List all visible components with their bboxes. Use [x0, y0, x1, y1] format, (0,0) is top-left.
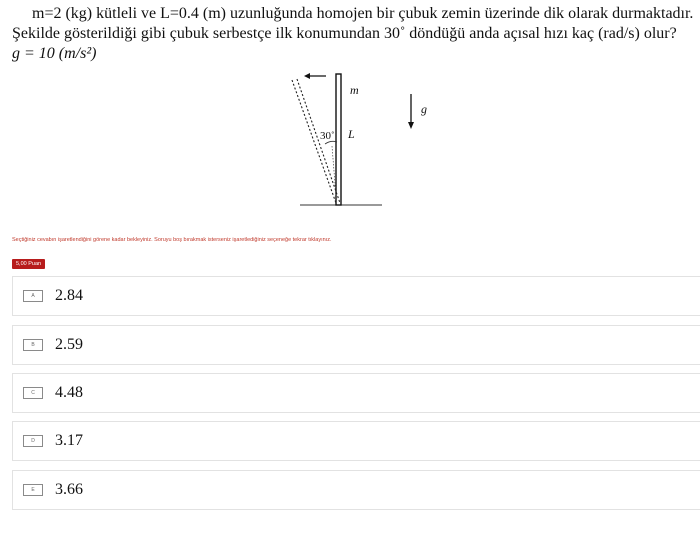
instruction-text: Seçtiğiniz cevabın işaretlendiğini görene kadar bekleyiniz. Soruyu boş bırakmak isterseniz işaretlediğiniz seçeneğe tekrar tıklayınız.: [12, 237, 332, 243]
option-e[interactable]: [12, 470, 700, 510]
option-d-letter[interactable]: D: [23, 435, 43, 447]
option-b-value: 2.59: [55, 336, 83, 353]
option-a-letter[interactable]: A: [23, 290, 43, 302]
velocity-arrow-head: [304, 73, 310, 79]
option-a[interactable]: [12, 276, 700, 316]
points-badge: 5,00 Puan: [12, 259, 45, 269]
question-line-1: m=2 (kg) kütleli ve L=0.4 (m) uzunluğunda homojen bir çubuk zemin üzerinde dik olarak durmaktadır.: [32, 5, 694, 22]
angle-label: 30˚: [320, 130, 335, 142]
gravity-arrow-head: [408, 122, 414, 129]
rod-vertical: [336, 74, 341, 205]
physics-figure: [270, 66, 450, 216]
option-e-letter[interactable]: E: [23, 484, 43, 496]
option-c-value: 4.48: [55, 384, 83, 401]
mass-label: m: [350, 83, 359, 97]
option-a-value: 2.84: [55, 287, 83, 304]
rod-diagram: [270, 66, 450, 216]
question-text: [12, 4, 692, 64]
option-d-value: 3.17: [55, 432, 83, 449]
option-c[interactable]: [12, 373, 700, 413]
gravity-label: g⃗: [421, 102, 437, 116]
option-b[interactable]: [12, 325, 700, 365]
question-line-3: g = 10 (m/s²): [12, 45, 97, 62]
option-c-letter[interactable]: C: [23, 387, 43, 399]
option-b-letter[interactable]: B: [23, 339, 43, 351]
option-d[interactable]: [12, 421, 700, 461]
question-line-2: Şekilde gösterildiği gibi çubuk serbestçe ilk konumundan 30˚ döndüğü anda açısal hızı kaç (rad/s) olur?: [12, 25, 677, 42]
length-label: L: [348, 127, 355, 141]
option-e-value: 3.66: [55, 481, 83, 498]
